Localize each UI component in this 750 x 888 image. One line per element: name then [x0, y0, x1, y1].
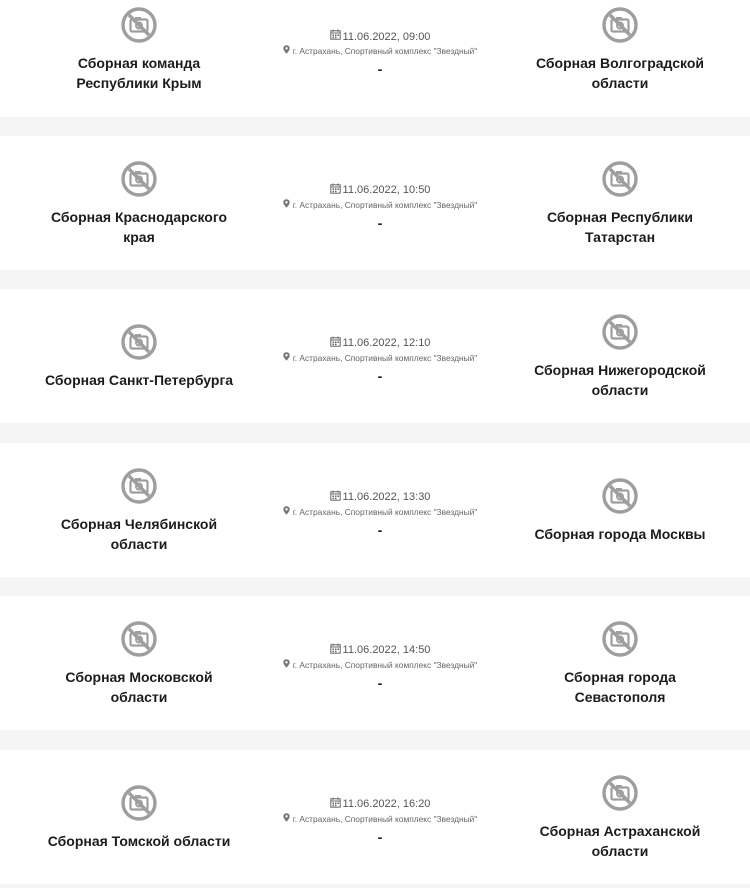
match-score: -	[377, 521, 383, 538]
team-name: Сборная Республики Татарстан	[546, 208, 693, 245]
team-name: Сборная Нижегородской области	[534, 361, 706, 398]
row-separator	[0, 730, 750, 750]
home-team[interactable]	[0, 596, 278, 730]
team-name: Сборная Санкт-Петербурга	[44, 371, 234, 388]
away-team[interactable]	[482, 750, 750, 884]
match-datetime	[330, 183, 431, 198]
match-row[interactable]	[0, 596, 750, 730]
row-separator	[0, 423, 750, 443]
match-info	[258, 443, 502, 577]
venue-text: г. Астрахань, Спортивный комплекс "Звездный"	[292, 659, 478, 670]
match-info	[258, 596, 502, 730]
home-team[interactable]	[0, 0, 278, 117]
match-info	[258, 136, 502, 270]
no-photo-icon	[120, 620, 158, 658]
row-separator	[0, 577, 750, 596]
no-photo-icon	[601, 774, 639, 812]
match-row[interactable]	[0, 289, 750, 423]
location-pin-icon	[283, 199, 293, 212]
venue-text: г. Астрахань, Спортивный комплекс "Звездный"	[292, 46, 478, 56]
home-team[interactable]	[0, 443, 278, 577]
match-info	[258, 289, 502, 423]
no-photo-icon	[120, 784, 158, 822]
no-photo-icon	[120, 160, 158, 198]
no-photo-icon	[601, 477, 639, 515]
match-datetime	[330, 797, 431, 812]
calendar-icon	[330, 183, 343, 198]
location-pin-icon	[283, 813, 293, 826]
team-name: Сборная Томской области	[47, 832, 231, 849]
match-score: -	[377, 214, 383, 231]
no-photo-icon	[601, 6, 639, 44]
away-team[interactable]	[482, 443, 750, 577]
calendar-icon	[330, 336, 343, 351]
match-venue	[283, 352, 478, 365]
no-photo-icon	[120, 6, 158, 44]
match-datetime	[330, 643, 431, 658]
match-venue	[283, 45, 478, 58]
calendar-icon	[330, 29, 343, 44]
datetime-text: 11.06.2022, 16:20	[342, 798, 431, 810]
datetime-text: 11.06.2022, 10:50	[342, 184, 431, 196]
match-datetime	[330, 336, 431, 351]
row-separator	[0, 270, 750, 289]
team-name: Сборная Краснодарского края	[50, 208, 228, 245]
match-score: -	[377, 674, 383, 691]
team-name: Сборная команда Республики Крым	[76, 55, 202, 91]
calendar-icon	[330, 643, 343, 658]
match-datetime	[330, 29, 431, 44]
team-name: Сборная Челябинской области	[60, 515, 218, 552]
home-team[interactable]	[0, 136, 278, 270]
no-photo-icon	[120, 323, 158, 361]
match-venue	[283, 199, 478, 212]
no-photo-icon	[601, 620, 639, 658]
match-venue	[283, 659, 478, 672]
home-team[interactable]	[0, 289, 278, 423]
match-row[interactable]	[0, 443, 750, 577]
match-info	[258, 0, 502, 117]
row-separator	[0, 117, 750, 136]
match-info	[258, 750, 502, 884]
no-photo-icon	[601, 160, 639, 198]
away-team[interactable]	[482, 596, 750, 730]
venue-text: г. Астрахань, Спортивный комплекс "Звездный"	[292, 352, 478, 363]
team-name: Сборная города Севастополя	[564, 668, 676, 705]
calendar-icon	[330, 490, 343, 505]
match-row[interactable]	[0, 0, 750, 117]
match-row[interactable]	[0, 750, 750, 884]
team-name: Сборная Волгоградской области	[535, 55, 705, 91]
venue-text: г. Астрахань, Спортивный комплекс "Звездный"	[292, 199, 478, 210]
venue-text: г. Астрахань, Спортивный комплекс "Звездный"	[292, 506, 478, 517]
no-photo-icon	[601, 313, 639, 351]
match-score: -	[377, 61, 383, 77]
match-score: -	[377, 828, 383, 845]
venue-text: г. Астрахань, Спортивный комплекс "Звездный"	[292, 813, 478, 824]
team-name: Сборная Московской области	[65, 668, 213, 705]
team-name: Сборная города Москвы	[534, 525, 706, 542]
row-separator	[0, 884, 750, 888]
location-pin-icon	[283, 45, 293, 58]
match-venue	[283, 813, 478, 826]
datetime-text: 11.06.2022, 12:10	[342, 337, 431, 349]
match-score: -	[377, 367, 383, 384]
calendar-icon	[330, 797, 343, 812]
away-team[interactable]	[482, 289, 750, 423]
away-team[interactable]	[482, 136, 750, 270]
home-team[interactable]	[0, 750, 278, 884]
match-datetime	[330, 490, 431, 505]
no-photo-icon	[120, 467, 158, 505]
location-pin-icon	[283, 506, 293, 519]
away-team[interactable]	[482, 0, 750, 117]
match-row[interactable]	[0, 136, 750, 270]
datetime-text: 11.06.2022, 13:30	[342, 491, 431, 503]
location-pin-icon	[283, 659, 293, 672]
location-pin-icon	[283, 352, 293, 365]
datetime-text: 11.06.2022, 14:50	[342, 644, 431, 656]
team-name: Сборная Астраханской области	[539, 822, 701, 859]
datetime-text: 11.06.2022, 09:00	[342, 30, 431, 43]
match-venue	[283, 506, 478, 519]
